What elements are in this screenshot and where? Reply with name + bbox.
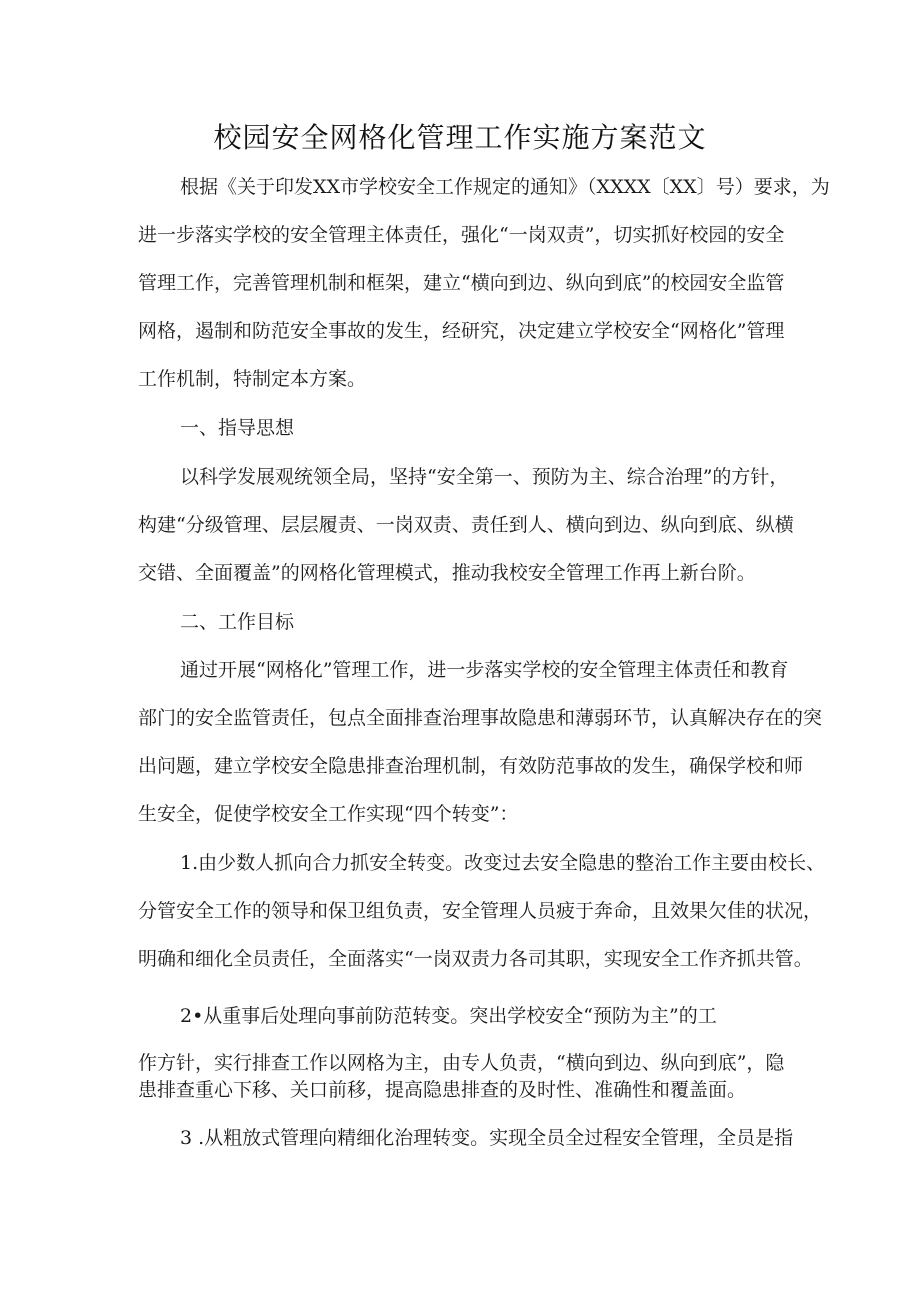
paragraph-line: 构建“分级管理、层层履责、一岗双责、责任到人、横向到边、纵向到底、纵横: [138, 514, 794, 536]
list-item-line: 3 .从粗放式管理向精细化治理转变。实现全员全过程安全管理，全员是指: [180, 1127, 794, 1149]
list-item-line: 明确和细化全员责任，全面落实“一岗双责力各司其职，实现安全工作齐抓共管。: [138, 948, 813, 970]
paragraph-line: 进一步落实学校的安全管理主体责任，强化“一岗双责”，切实抓好校园的安全: [138, 224, 785, 246]
paragraph-line: 网格，遏制和防范安全事故的发生，经研究，决定建立学校安全“网格化”管理: [138, 320, 785, 342]
paragraph-line: 交错、全面覆盖”的网格化管理模式，推动我校安全管理工作再上新台阶。: [138, 562, 756, 584]
list-item-line: 1.由少数人抓向合力抓安全转变。改变过去安全隐患的整治工作主要由校长、: [180, 852, 826, 874]
paragraph-line: 生安全，促使学校安全工作实现“四个转变”：: [138, 803, 519, 825]
paragraph-line: 管理工作，完善管理机制和框架，建立“横向到边、纵向到底”的校园安全监管: [138, 272, 785, 294]
list-item-line: 分管安全工作的领导和保卫组负责，安全管理人员疲于奔命，且效果欠佳的状况，: [138, 900, 823, 922]
paragraph-line: 根据《关于印发XX市学校安全工作规定的通知》（XXXX〔XX〕号）要求，为: [180, 176, 830, 198]
section-heading: 一、指导思想: [180, 417, 295, 439]
paragraph-line: 部门的安全监管责任，包点全面排查治理事故隐患和薄弱环节，认真解决存在的突: [138, 707, 823, 729]
paragraph-line: 以科学发展观统领全局，坚持“安全第一、预防为主、综合治理”的方针，: [180, 466, 789, 488]
section-heading: 二、工作目标: [180, 611, 295, 633]
paragraph-line: 通过开展“网格化”管理工作，进一步落实学校的安全管理主体责任和教育: [180, 659, 789, 681]
list-item-line: 作方针，实行排查工作以网格为主，由专人负责，“横向到边、纵向到底”，隐: [138, 1052, 785, 1074]
document-title: 校园安全网格化管理工作实施方案范文: [213, 121, 707, 154]
list-item-line: 患排查重心下移、关口前移，提高隐患排查的及时性、准确性和覆盖面。: [138, 1079, 747, 1101]
paragraph-line: 出问题，建立学校安全隐患排查治理机制，有效防范事故的发生，确保学校和师: [138, 755, 804, 777]
paragraph-line: 工作机制，特制定本方案。: [138, 368, 367, 390]
list-item-line: 2•从重事后处理向事前防范转变。突出学校安全“预防为主”的工: [180, 1005, 717, 1027]
